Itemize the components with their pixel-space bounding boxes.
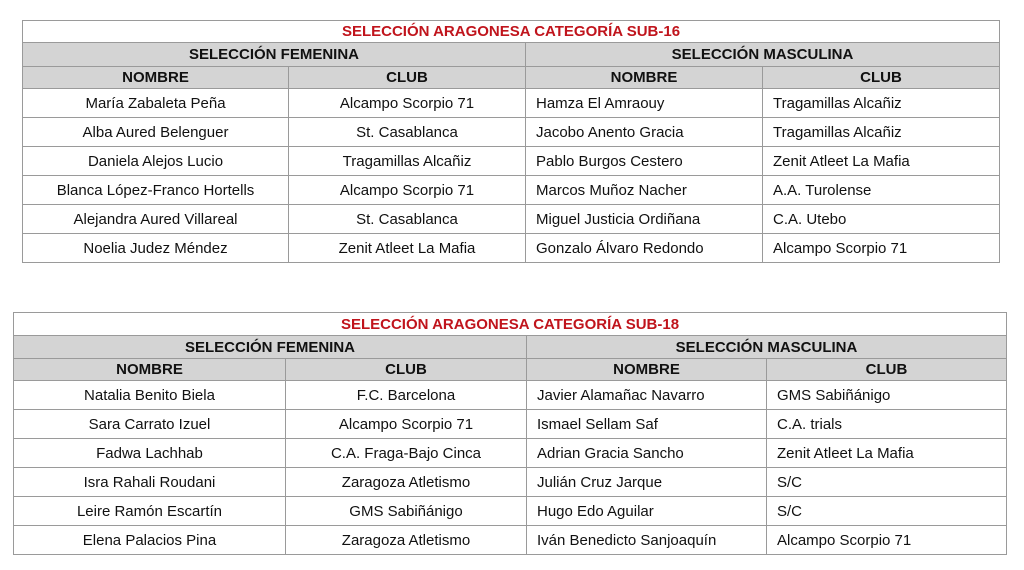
female-club: F.C. Barcelona — [286, 381, 527, 410]
table-sub16 — [22, 20, 1000, 263]
table-row — [14, 439, 1007, 468]
col-header-club: CLUB — [289, 67, 526, 89]
table-row — [14, 468, 1007, 497]
col-header-name: NOMBRE — [527, 359, 767, 381]
table-row — [23, 118, 1000, 147]
male-club: Alcampo Scorpio 71 — [767, 526, 1007, 555]
male-club: Zenit Atleet La Mafia — [767, 439, 1007, 468]
female-name: Blanca López-Franco Hortells — [23, 176, 289, 205]
table-sub18 — [13, 312, 1007, 555]
female-group-header: SELECCIÓN FEMENINA — [14, 336, 527, 359]
col-header-club: CLUB — [286, 359, 527, 381]
col-header-name: NOMBRE — [14, 359, 286, 381]
male-name: Marcos Muñoz Nacher — [526, 176, 763, 205]
male-club: C.A. Utebo — [763, 205, 1000, 234]
female-name: María Zabaleta Peña — [23, 89, 289, 118]
male-club: C.A. trials — [767, 410, 1007, 439]
female-club: Alcampo Scorpio 71 — [289, 89, 526, 118]
male-name: Javier Alamañac Navarro — [527, 381, 767, 410]
male-club: A.A. Turolense — [763, 176, 1000, 205]
male-name: Pablo Burgos Cestero — [526, 147, 763, 176]
table-row — [14, 526, 1007, 555]
male-club: Tragamillas Alcañiz — [763, 118, 1000, 147]
female-name: Daniela Alejos Lucio — [23, 147, 289, 176]
female-club: Tragamillas Alcañiz — [289, 147, 526, 176]
table-row — [14, 381, 1007, 410]
male-club: S/C — [767, 468, 1007, 497]
female-club: St. Casablanca — [289, 205, 526, 234]
female-club: Zenit Atleet La Mafia — [289, 234, 526, 263]
table-row — [23, 234, 1000, 263]
table-row — [14, 497, 1007, 526]
table-title: SELECCIÓN ARAGONESA CATEGORÍA SUB-16 — [23, 21, 1000, 43]
female-club: Alcampo Scorpio 71 — [289, 176, 526, 205]
table-row — [23, 147, 1000, 176]
female-name: Alejandra Aured Villareal — [23, 205, 289, 234]
male-name: Miguel Justicia Ordiñana — [526, 205, 763, 234]
female-name: Fadwa Lachhab — [14, 439, 286, 468]
female-club: GMS Sabiñánigo — [286, 497, 527, 526]
male-name: Iván Benedicto Sanjoaquín — [527, 526, 767, 555]
col-header-name: NOMBRE — [526, 67, 763, 89]
male-name: Hamza El Amraouy — [526, 89, 763, 118]
male-group-header: SELECCIÓN MASCULINA — [527, 336, 1007, 359]
male-club: GMS Sabiñánigo — [767, 381, 1007, 410]
female-club: St. Casablanca — [289, 118, 526, 147]
table-title: SELECCIÓN ARAGONESA CATEGORÍA SUB-18 — [14, 313, 1007, 336]
female-club: Zaragoza Atletismo — [286, 468, 527, 497]
male-name: Adrian Gracia Sancho — [527, 439, 767, 468]
male-name: Ismael Sellam Saf — [527, 410, 767, 439]
col-header-club: CLUB — [763, 67, 1000, 89]
male-name: Hugo Edo Aguilar — [527, 497, 767, 526]
male-club: Alcampo Scorpio 71 — [763, 234, 1000, 263]
female-name: Sara Carrato Izuel — [14, 410, 286, 439]
col-header-club: CLUB — [767, 359, 1007, 381]
table-row — [23, 176, 1000, 205]
table-row — [14, 410, 1007, 439]
male-name: Julián Cruz Jarque — [527, 468, 767, 497]
female-name: Natalia Benito Biela — [14, 381, 286, 410]
male-name: Jacobo Anento Gracia — [526, 118, 763, 147]
male-club: S/C — [767, 497, 1007, 526]
female-club: Zaragoza Atletismo — [286, 526, 527, 555]
table-row — [23, 89, 1000, 118]
female-name: Leire Ramón Escartín — [14, 497, 286, 526]
female-group-header: SELECCIÓN FEMENINA — [23, 43, 526, 67]
male-club: Zenit Atleet La Mafia — [763, 147, 1000, 176]
female-name: Noelia Judez Méndez — [23, 234, 289, 263]
female-name: Alba Aured Belenguer — [23, 118, 289, 147]
male-group-header: SELECCIÓN MASCULINA — [526, 43, 1000, 67]
col-header-name: NOMBRE — [23, 67, 289, 89]
female-club: C.A. Fraga-Bajo Cinca — [286, 439, 527, 468]
female-name: Isra Rahali Roudani — [14, 468, 286, 497]
female-name: Elena Palacios Pina — [14, 526, 286, 555]
table-row — [23, 205, 1000, 234]
male-club: Tragamillas Alcañiz — [763, 89, 1000, 118]
male-name: Gonzalo Álvaro Redondo — [526, 234, 763, 263]
female-club: Alcampo Scorpio 71 — [286, 410, 527, 439]
